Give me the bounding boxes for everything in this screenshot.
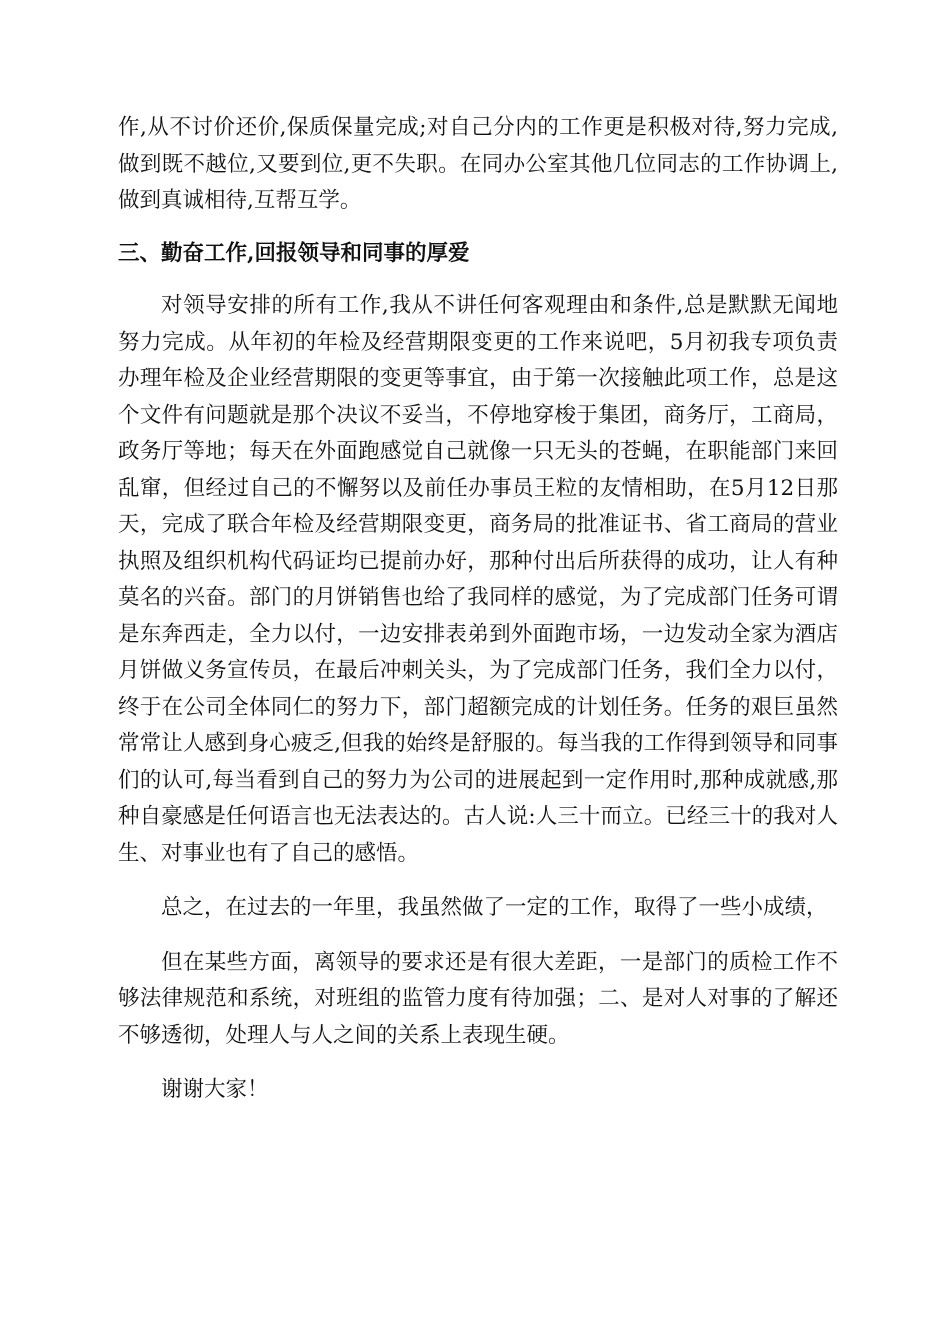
closing-line: 谢谢大家！ (161, 1077, 269, 1102)
document-page (118, 110, 838, 1109)
paragraph-main: 对领导安排的所有工作,我从不讲任何客观理由和条件,总是默默无闻地努力完成。从年初的年检及经营期限变更的工作来说吧，5月初我专项负责办理年检及企业经营期限的变更等事宜，由于第一次接触此项工作，总是这个文件有问题就是那个决议不妥当，不停地穿梭于集团，商务厅，工商局，政务厅等地；每天在外面跑感觉自己就像一只无头的苍蝇，在职能部门来回乱窜，但经过自己的不懈努以及前任办事员王粒的友情相助，在5月12日那天，完成了联合年检及经营期限变更，商务局的批准证书、省工商局的营业执照及组织机构代码证均已提前办好，那种付出后所获得的成功，让人有种莫名的兴奋。部门的月饼销售也给了我同样的感觉，为了完成部门任务可谓是东奔西走，全力以付，一边安排表弟到外面跑市场，一边发动全家为酒店月饼做义务宣传员，在最后冲刺关头，为了完成部门任务，我们全力以付，终于在公司全体同仁的努力下，部门超额完成的计划任务。任务的艰巨虽然常常让人感到身心疲乏,但我的始终是舒服的。每当我的工作得到领导和同事们的认可,每当看到自己的努力为公司的进展起到一定作用时,那种成就感,那种自豪感是任何语言也无法表达的。古人说:人三十而立。已经三十的我对人生、对事业也有了自己的感悟。 (118, 293, 838, 866)
section-heading: 三、勤奋工作,回报领导和同事的厚爱 (118, 240, 470, 266)
paragraph-summary: 总之，在过去的一年里，我虽然做了一定的工作，取得了一些小成绩， (161, 895, 828, 920)
paragraph-continued: 作,从不讨价还价,保质保量完成;对自己分内的工作更是积极对待,努力完成,做到既不越位,又要到位,更不失职。在同办公室其他几位同志的工作协调上,做到真诚相待,互帮互学。 (118, 115, 838, 213)
paragraph-shortcomings: 但在某些方面，离领导的要求还是有很大差距，一是部门的质检工作不够法律规范和系统，对班组的监管力度有待加强；二、是对人对事的了解还不够透彻，处理人与人之间的关系上表现生硬。 (118, 949, 838, 1048)
